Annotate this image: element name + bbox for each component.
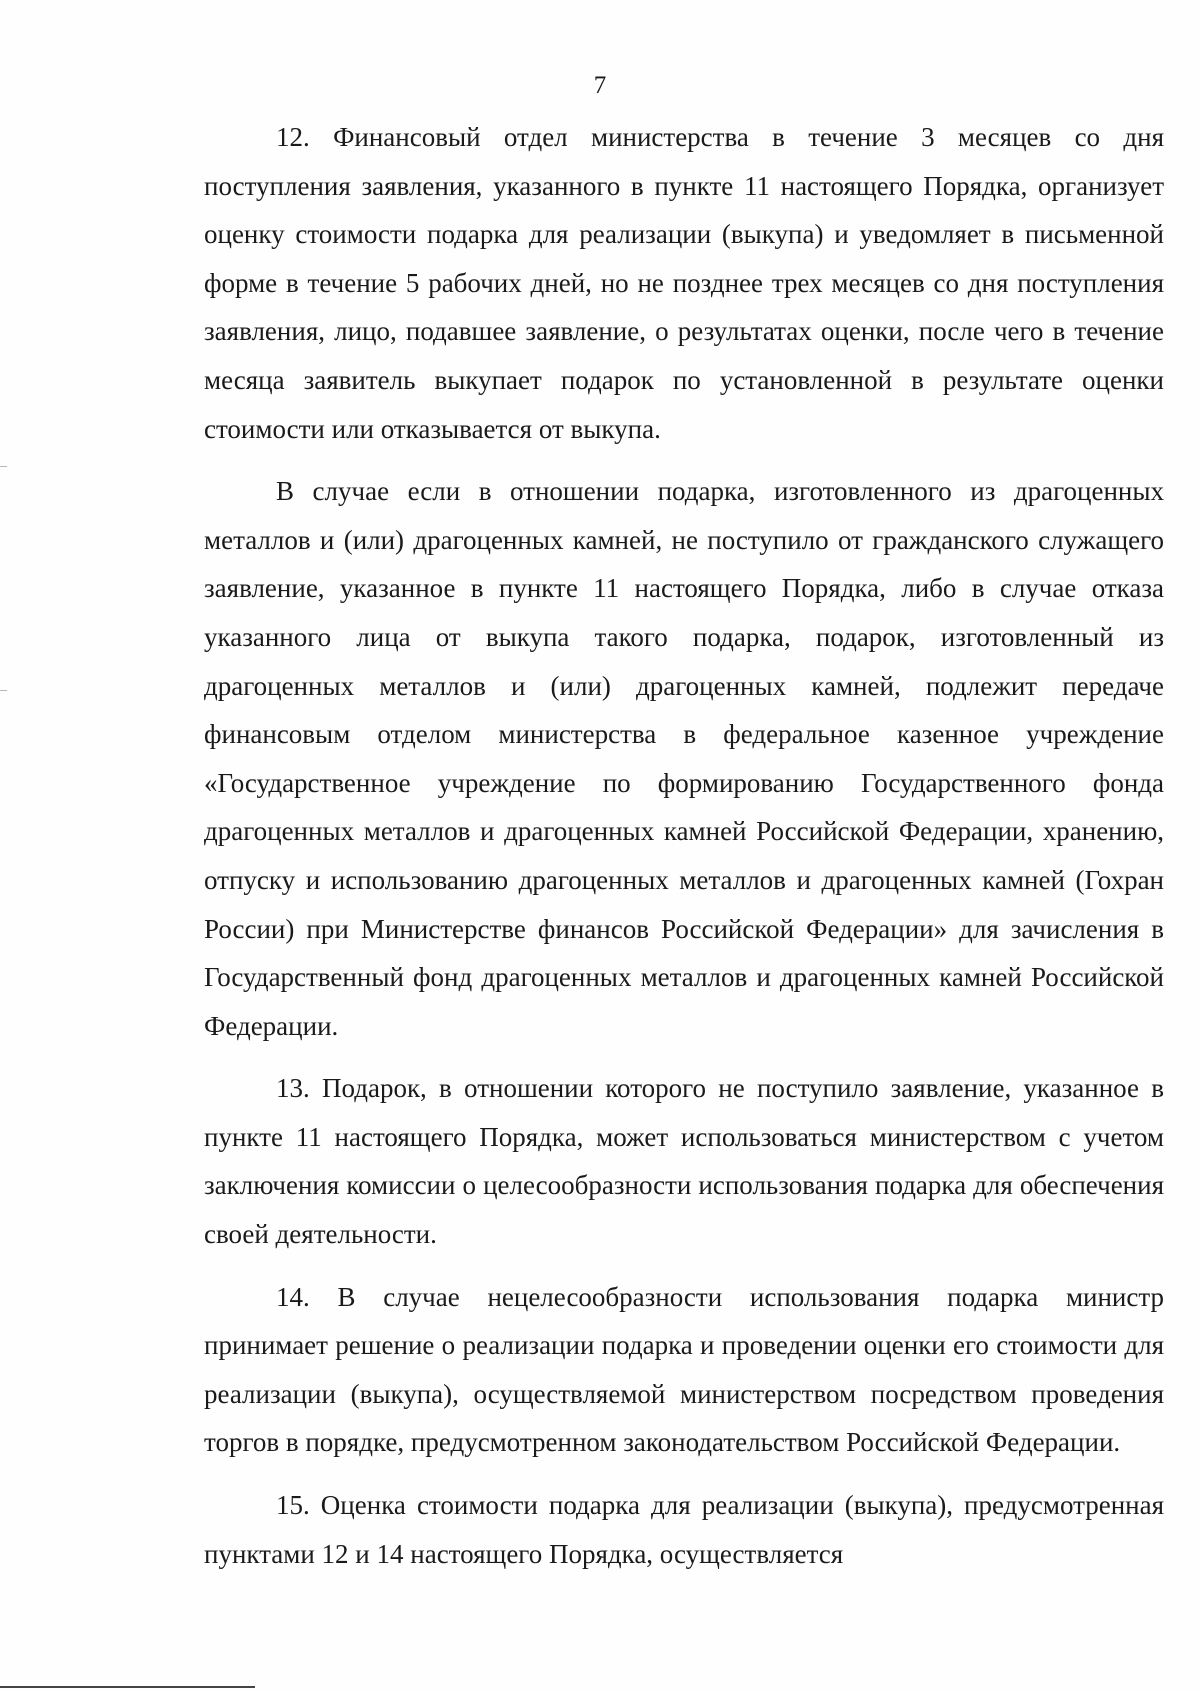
paragraph-12-continuation: В случае если в отношении подарка, изготовленного из драгоценных металлов и (или) драгоценных камней, не поступило от гражданского служащего заявление, указанное в пункте 11 настоящего Порядка, либо в случае отказа указанного лица от выкупа такого подарка, подарок, изготовленный из драгоценных металлов и (или) драгоценных камней, подлежит передаче финансовым отделом министерства в федеральное казенное учреждение «Государственное учреждение по формированию Государственного фонда драгоценных металлов и драгоценных камней Российской Федерации, хранению, отпуску и использованию драгоценных металлов и драгоценных камней (Гохран России) при Министерстве финансов Российской Федерации» для зачисления в Государственный фонд драгоценных металлов и драгоценных камней Российской Федерации.: [204, 476, 1164, 1041]
paragraph-13: 13. Подарок, в отношении которого не поступило заявление, указанное в пункте 11 настоящего Порядка, может использоваться министерством с учетом заключения комиссии о целесообразности использования подарка для обеспечения своей деятельности.: [204, 1073, 1164, 1250]
paragraph-14: 14. В случае нецелесообразности использования подарка министр принимает решение о реализации подарка и проведении оценки его стоимости для реализации (выкупа), осуществляемой министерством посредством проведения торгов в порядке, предусмотренном законодательством Российской Федерации.: [204, 1281, 1164, 1458]
footnote-separator: [0, 1686, 255, 1688]
paragraph-spacer: [204, 1050, 1164, 1064]
paragraph-12: 12. Финансовый отдел министерства в течение 3 месяцев со дня поступления заявления, указанного в пункте 11 настоящего Порядка, организует оценку стоимости подарка для реализации (выкупа) и уведомляет в письменной форме в течение 5 рабочих дней, но не позднее трех месяцев со дня поступления заявления, лицо, подавшее заявление, о результатах оценки, после чего в течение месяца заявитель выкупает подарок по установленной в результате оценки стоимости или отказывается от выкупа.: [204, 122, 1164, 444]
scan-margin-mark: [0, 690, 7, 691]
paragraph-spacer: [204, 1467, 1164, 1481]
paragraph-spacer: [204, 1259, 1164, 1273]
document-body: [204, 113, 1164, 1578]
paragraph-spacer: [204, 453, 1164, 467]
page-number: 7: [593, 72, 607, 99]
paragraph-15: 15. Оценка стоимости подарка для реализации (выкупа), предусмотренная пунктами 12 и 14 настоящего Порядка, осуществляется: [204, 1490, 1164, 1569]
scan-margin-mark: [0, 466, 7, 467]
